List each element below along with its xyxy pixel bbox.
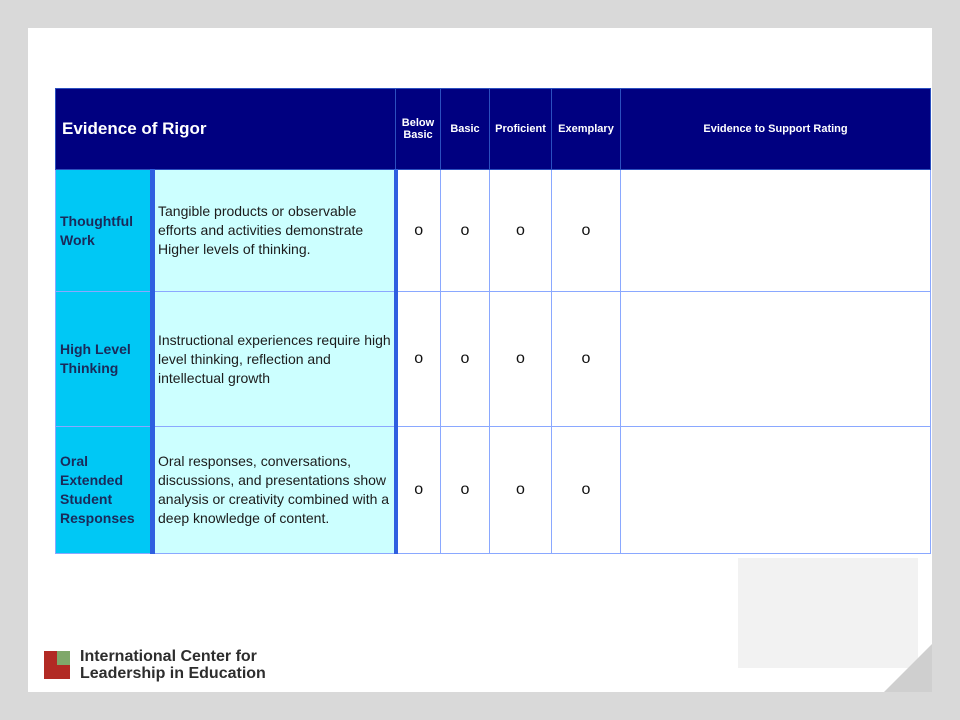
column-header-evidence: Evidence to Support Rating <box>621 89 931 170</box>
rating-option-proficient[interactable]: o <box>490 427 552 554</box>
row-description: Oral responses, conversations, discussions, and presentations show analysis or creativity combined with a deep knowledge of content. <box>153 427 396 554</box>
rating-option-below-basic[interactable]: o <box>396 427 441 554</box>
row-category: Oral Extended Student Responses <box>56 427 153 554</box>
page-corner-fold <box>884 644 932 692</box>
rating-option-basic[interactable]: o <box>441 170 490 292</box>
column-header-proficient: Proficient <box>490 89 552 170</box>
evidence-cell[interactable] <box>621 170 931 292</box>
table-header-row <box>56 89 931 170</box>
rating-option-exemplary[interactable]: o <box>552 427 621 554</box>
rigor-rating-table <box>55 88 931 554</box>
table-title: Evidence of Rigor <box>56 89 396 170</box>
row-category: High Level Thinking <box>56 292 153 427</box>
column-header-basic: Basic <box>441 89 490 170</box>
row-description: Instructional experiences require high level thinking, reflection and intellectual growth <box>153 292 396 427</box>
rating-option-below-basic[interactable]: o <box>396 292 441 427</box>
logo-mark-icon <box>44 651 70 679</box>
rating-option-proficient[interactable]: o <box>490 292 552 427</box>
rating-option-proficient[interactable]: o <box>490 170 552 292</box>
rating-option-basic[interactable]: o <box>441 427 490 554</box>
logo-text <box>80 648 266 682</box>
table-row <box>56 292 931 427</box>
rating-option-exemplary[interactable]: o <box>552 170 621 292</box>
table-row <box>56 170 931 292</box>
rating-option-basic[interactable]: o <box>441 292 490 427</box>
logo-text-line1: International Center for <box>80 648 257 665</box>
column-header-exemplary: Exemplary <box>552 89 621 170</box>
rating-option-below-basic[interactable]: o <box>396 170 441 292</box>
row-category: Thoughtful Work <box>56 170 153 292</box>
logo-text-line2: Leadership in Education <box>80 665 266 682</box>
organization-logo <box>44 648 266 682</box>
table-row <box>56 427 931 554</box>
rating-option-exemplary[interactable]: o <box>552 292 621 427</box>
evidence-cell[interactable] <box>621 292 931 427</box>
row-description: Tangible products or observable efforts and activities demonstrate Higher levels of thinking. <box>153 170 396 292</box>
column-header-below-basic: Below Basic <box>396 89 441 170</box>
evidence-cell[interactable] <box>621 427 931 554</box>
